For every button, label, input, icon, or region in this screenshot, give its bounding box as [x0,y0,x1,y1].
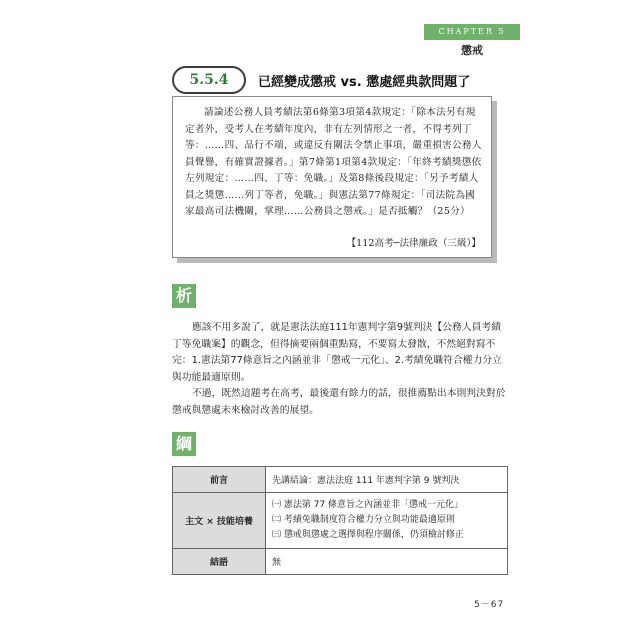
chapter-title: 懲戒 [461,44,483,57]
page-number: 5－67 [474,600,505,610]
analysis-paragraph-2: 不過，既然這題考在高考，最後還有餘力的話，很推薦點出本則判決對於懲戒與懲處未來檢討改善的展望。 [172,388,506,416]
row-content: 先講結論：憲法法庭 111 年憲判字第 9 號判決 [266,467,508,493]
row-label: 結語 [173,549,266,575]
outline-table [172,466,508,575]
table-row [173,549,508,575]
section-title: 已經變成懲戒 vs. 懲處經典款問題了 [258,75,471,90]
question-source: 【112高考─法律廉政（三級）】 [346,238,481,249]
section-number: 5.5.4 [172,66,246,94]
list-item: ㈠ 憲法第 77 條意旨之內涵並非「懲戒一元化」 [272,500,464,510]
analysis-paragraph-1: 應該不用多說了，就是憲法法庭111年憲判字第9號判決【公務人員考績丁等免職案】的觀念，但得摘要兩個重點寫，不要寫太發散，不然絕對寫不完：1.憲法第77條意旨之內涵並非「懲戒一元化」、2.考績免職符合權力分立與功能最適原則。 [172,322,502,383]
list-item: ㈡ 考績免職制度符合權力分立與功能最適原則 [272,515,455,525]
row-label: 前言 [173,467,266,493]
analysis-mark: 析 [172,284,196,308]
outline-mark: 綱 [172,432,196,456]
question-text: 請論述公務人員考績法第6條第3項第4款規定：「除本法另有規定者外，受考人在考績年度內，非有左列情形之一者，不得考列丁等：……四、品行不端，或違反有關法令禁止事項，嚴重損害公務人員聲譽，有確實證據者。」第7條第1項第4款規定：「年終考績獎懲依左列規定：……四、丁等：免職。」及第8條後段規定：「另予考績人員之獎懲……列丁等者，免職。」與憲法第77條規定：「司法院為國家最高司法機關，掌理……公務員之懲戒。」是否抵觸？（25分） [185,107,482,217]
row-label: 主文 × 技能培養 [173,493,266,549]
chapter-label: CHAPTER 5 [424,24,520,40]
question-box [172,96,492,258]
list-item: ㈢ 懲戒與懲處之選擇與程序關係，仍須檢討修正 [272,530,464,540]
table-row [173,493,508,549]
row-content: 無 [266,549,508,575]
table-row [173,467,508,493]
row-content [266,493,508,549]
